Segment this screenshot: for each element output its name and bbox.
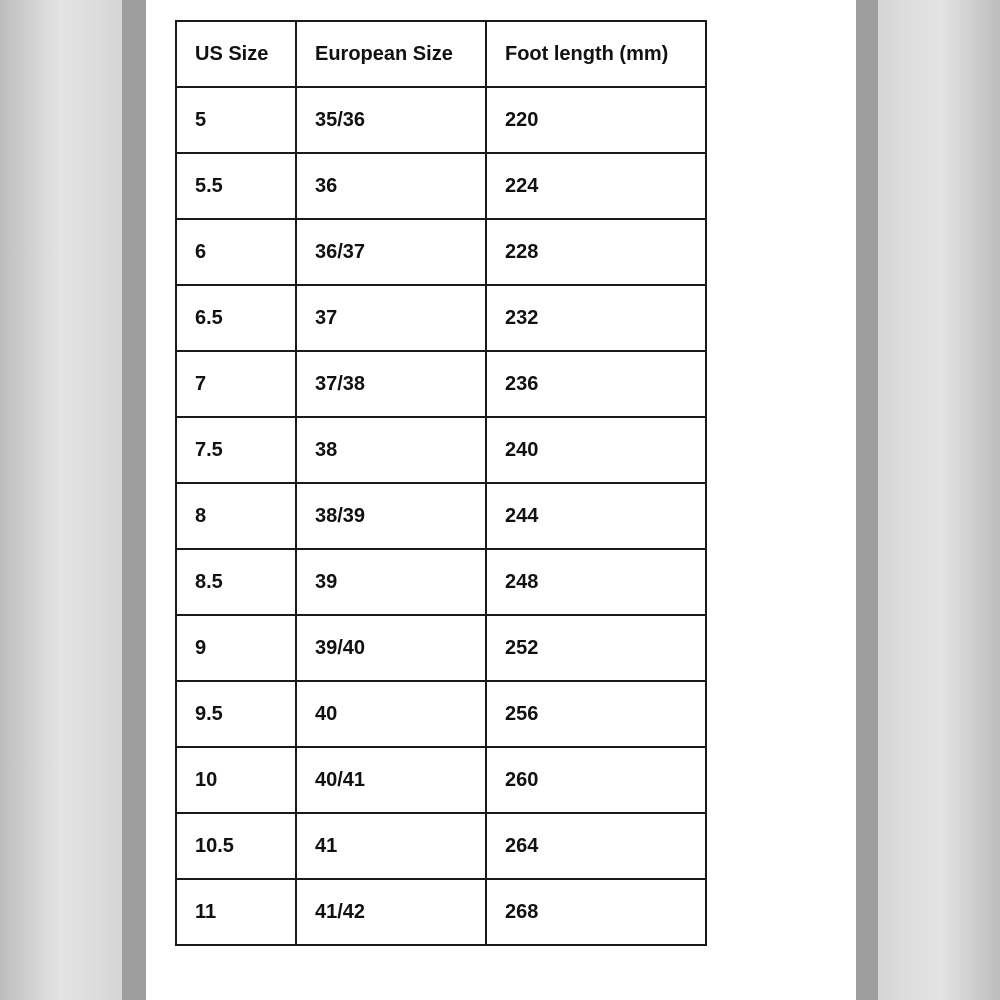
foot-length-cell: 260 <box>486 747 706 813</box>
us-size-cell: 11 <box>176 879 296 945</box>
foot-length-cell: 236 <box>486 351 706 417</box>
frame-right-border <box>856 0 878 1000</box>
european-size-cell: 36 <box>296 153 486 219</box>
european-size-cell: 39 <box>296 549 486 615</box>
foot-length-cell: 228 <box>486 219 706 285</box>
table-row <box>176 549 706 615</box>
european-size-cell: 40/41 <box>296 747 486 813</box>
table-row <box>176 879 706 945</box>
us-size-cell: 5.5 <box>176 153 296 219</box>
foot-length-cell: 264 <box>486 813 706 879</box>
european-size-cell: 37 <box>296 285 486 351</box>
foot-length-cell: 268 <box>486 879 706 945</box>
european-size-cell: 38/39 <box>296 483 486 549</box>
foot-length-cell: 244 <box>486 483 706 549</box>
european-size-cell: 36/37 <box>296 219 486 285</box>
european-size-cell: 40 <box>296 681 486 747</box>
table-row <box>176 681 706 747</box>
us-size-cell: 8.5 <box>176 549 296 615</box>
table-row <box>176 87 706 153</box>
foot-length-cell: 224 <box>486 153 706 219</box>
foot-length-cell: 232 <box>486 285 706 351</box>
european-size-cell: 37/38 <box>296 351 486 417</box>
european-size-cell: 38 <box>296 417 486 483</box>
us-size-cell: 9 <box>176 615 296 681</box>
us-size-cell: 7 <box>176 351 296 417</box>
foot-length-cell: 220 <box>486 87 706 153</box>
us-size-cell: 6.5 <box>176 285 296 351</box>
table-row <box>176 417 706 483</box>
foot-length-cell: 248 <box>486 549 706 615</box>
table-row <box>176 483 706 549</box>
table-row <box>176 747 706 813</box>
european-size-cell: 41/42 <box>296 879 486 945</box>
foot-length-cell: 240 <box>486 417 706 483</box>
european-size-cell: 39/40 <box>296 615 486 681</box>
table-row <box>176 153 706 219</box>
table-row <box>176 351 706 417</box>
header-foot-length: Foot length (mm) <box>486 21 706 87</box>
us-size-cell: 6 <box>176 219 296 285</box>
us-size-cell: 10 <box>176 747 296 813</box>
header-european-size: European Size <box>296 21 486 87</box>
us-size-cell: 10.5 <box>176 813 296 879</box>
table-row <box>176 285 706 351</box>
table-row <box>176 615 706 681</box>
us-size-cell: 9.5 <box>176 681 296 747</box>
us-size-cell: 7.5 <box>176 417 296 483</box>
table-row <box>176 813 706 879</box>
european-size-cell: 41 <box>296 813 486 879</box>
size-chart-table <box>175 20 707 946</box>
frame-left-border <box>122 0 146 1000</box>
foot-length-cell: 256 <box>486 681 706 747</box>
table-header-row <box>176 21 706 87</box>
us-size-cell: 8 <box>176 483 296 549</box>
header-us-size: US Size <box>176 21 296 87</box>
table-row <box>176 219 706 285</box>
european-size-cell: 35/36 <box>296 87 486 153</box>
us-size-cell: 5 <box>176 87 296 153</box>
foot-length-cell: 252 <box>486 615 706 681</box>
